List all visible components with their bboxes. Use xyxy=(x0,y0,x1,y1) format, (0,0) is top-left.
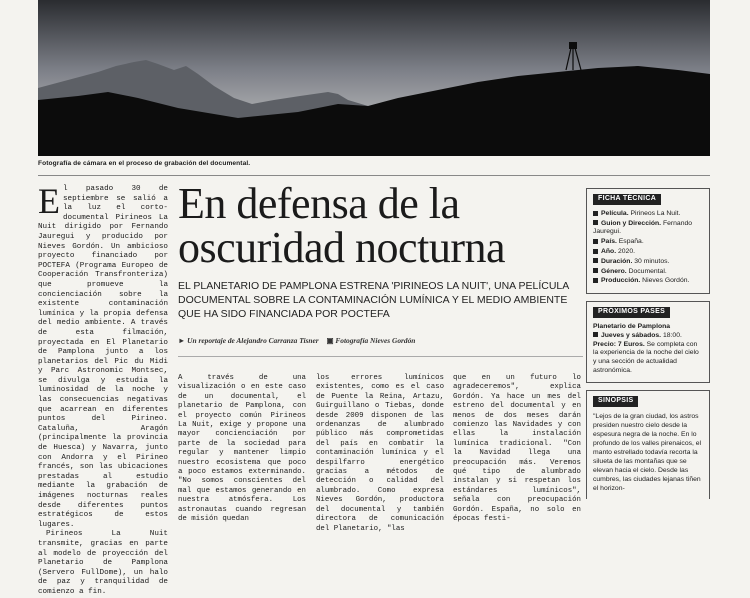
pases-price: Precio: 7 Euros. Se completa con la experiencia de la noche del cielo y una sección de actualidad astronómica. xyxy=(593,340,699,374)
pases-schedule: Jueves y sábados. 18:00. xyxy=(593,332,703,341)
drop-cap: E xyxy=(38,181,60,221)
body-column-3: que en un futuro lo agradeceremos", explica Gordón. Ya hace un mes del estreno del documental y en menos de dos meses darán comienzo las Navidades y con ellas la instalación lumínica tradicional. "Con la Navidad llega una preocupación más. Veremos qué tipo de alumbrado instalan y si respetan los estándares lumínicos", señala con preocupación Gordón. España, no solo en épocas festi- xyxy=(453,374,581,524)
ficha-tecnica-tag: FICHA TÉCNICA xyxy=(593,194,661,205)
sinopsis-box xyxy=(586,390,710,499)
byline-divider xyxy=(178,356,583,357)
caption-divider xyxy=(38,175,710,176)
camera-icon: ▣ xyxy=(326,336,334,345)
ficha-item: Duración. 30 minutos. xyxy=(593,258,703,267)
ficha-item: País. España. xyxy=(593,238,703,247)
intro-paragraph-2: Pirineos La Nuit transmite, gracias en parte al modelo de proyección del Planetario de Pamplona (Servero FullDome), un halo de paz y tranquilidad de comienzo a fin. xyxy=(38,530,168,596)
square-bullet-icon xyxy=(593,211,598,216)
mountain-silhouette-image xyxy=(38,0,710,156)
deck-subtitle: EL PLANETARIO DE PAMPLONA ESTRENA 'PIRINEOS LA NUIT', UNA PELÍCULA DOCUMENTAL SOBRE LA CONTAMINACIÓN LUMÍNICA Y EL MEDIO AMBIENTE QUE HA SIDO FINANCIADA POR POCTEFA xyxy=(178,280,569,320)
square-bullet-icon xyxy=(593,332,598,337)
headline: En defensa de la oscuridad nocturna xyxy=(178,179,505,272)
ficha-item: Guion y Dirección. Fernando Jauregui. xyxy=(593,219,693,236)
ficha-item: Año. 2020. xyxy=(593,248,703,257)
byline-reportaje: Un reportaje de Alejandro Carranza Tisner xyxy=(187,336,319,345)
ficha-tecnica-box xyxy=(586,188,710,294)
ficha-item: Género. Documental. xyxy=(593,268,703,277)
sidebar xyxy=(586,188,710,506)
sinopsis-tag: SINOPSIS xyxy=(593,396,638,407)
intro-paragraph: l pasado 30 de septiembre se salió a la luz el corto-documental Pirineos La Nuit dirigido por Fernando Jauregui y producido por Nieves Gordón. Un ambicioso proyecto financiado por POCTEFA (Programa Europeo de Cooperación Transfronteriza) que promueve la concienciación sobre la existente contaminación lumínica y la propia defensa del medio ambiente. A través de esta filmación, proyectada en El Planetario de Pamplona junto a los planetarios del Pic du Midi y Parc Astronomic Montsec, se divulga y estudia la luminosidad de la noche y las consecuencias negativas que acarrean en diferentes puntos del Pirineo. Cataluña, Aragón (principalmente la provincia de Huesca) y Navarra, junto con Andorra y el Pirineo francés, son las ubicaciones prestadas al estudio mediante la grabación de imágenes nocturnas reales desde diferentes puntos estratégicos de estos lugares. xyxy=(38,185,168,529)
byline-foto: Fotografía Nieves Gordón xyxy=(335,336,416,345)
pases-title: Planetario de Pamplona xyxy=(593,322,671,330)
body-column-1: A través de una visualización o en este caso de un documental, el planetario de Pamplona, con el proyecto común Pirineos La Nuit, exige y propone una mayor concienciación por parte de la sociedad para regular y mantener limpio nuestro ecosistema que poco a poco estamos exterminando. "No somos conscientes del mal que estamos generando en nuestra atmósfera. Los astronautas cuando regresan de misión quedan xyxy=(178,374,306,524)
documentary-photo xyxy=(38,0,710,156)
square-bullet-icon xyxy=(593,258,598,263)
proximos-pases-tag: PRÓXIMOS PASES xyxy=(593,307,670,318)
square-bullet-icon xyxy=(593,239,598,244)
ficha-item: Película. Pirineos La Nuit. xyxy=(593,210,703,219)
body-column-2: los errores lumínicos existentes, como es el caso de Puente la Reina, Artazu, Guirguillano o Tiebas, donde desde 2009 disponen de las ordenanzas de alumbrado público más comprometidas del país en combatir la contaminación lumínica y el despilfarro energético gracias a métodos de detección o calidad del alumbrado. Como expresa Nieves Gordón, productora del documental y también directora de comunicación del Planetario, "las xyxy=(316,374,444,533)
byline-arrow-icon: ► xyxy=(178,336,188,345)
photo-caption: Fotografía de cámara en el proceso de grabación del documental. xyxy=(38,160,251,167)
square-bullet-icon xyxy=(593,220,598,225)
proximos-pases-box xyxy=(586,301,710,383)
sinopsis-text: "Lejos de la gran ciudad, los astros presiden nuestro cielo desde la espesura negra de la noche. En lo profundo de los valles pirenaicos, el manto estrellado todavía recorta la silueta de las montañas que se elevan hacia el cielo. Desde las cumbres, las ciudades lejanas tiñen el horizon- xyxy=(593,412,702,492)
ficha-item: Producción. Nieves Gordón. xyxy=(593,277,703,286)
square-bullet-icon xyxy=(593,278,598,283)
square-bullet-icon xyxy=(593,249,598,254)
byline xyxy=(178,336,583,345)
square-bullet-icon xyxy=(593,268,598,273)
intro-column xyxy=(38,181,168,598)
